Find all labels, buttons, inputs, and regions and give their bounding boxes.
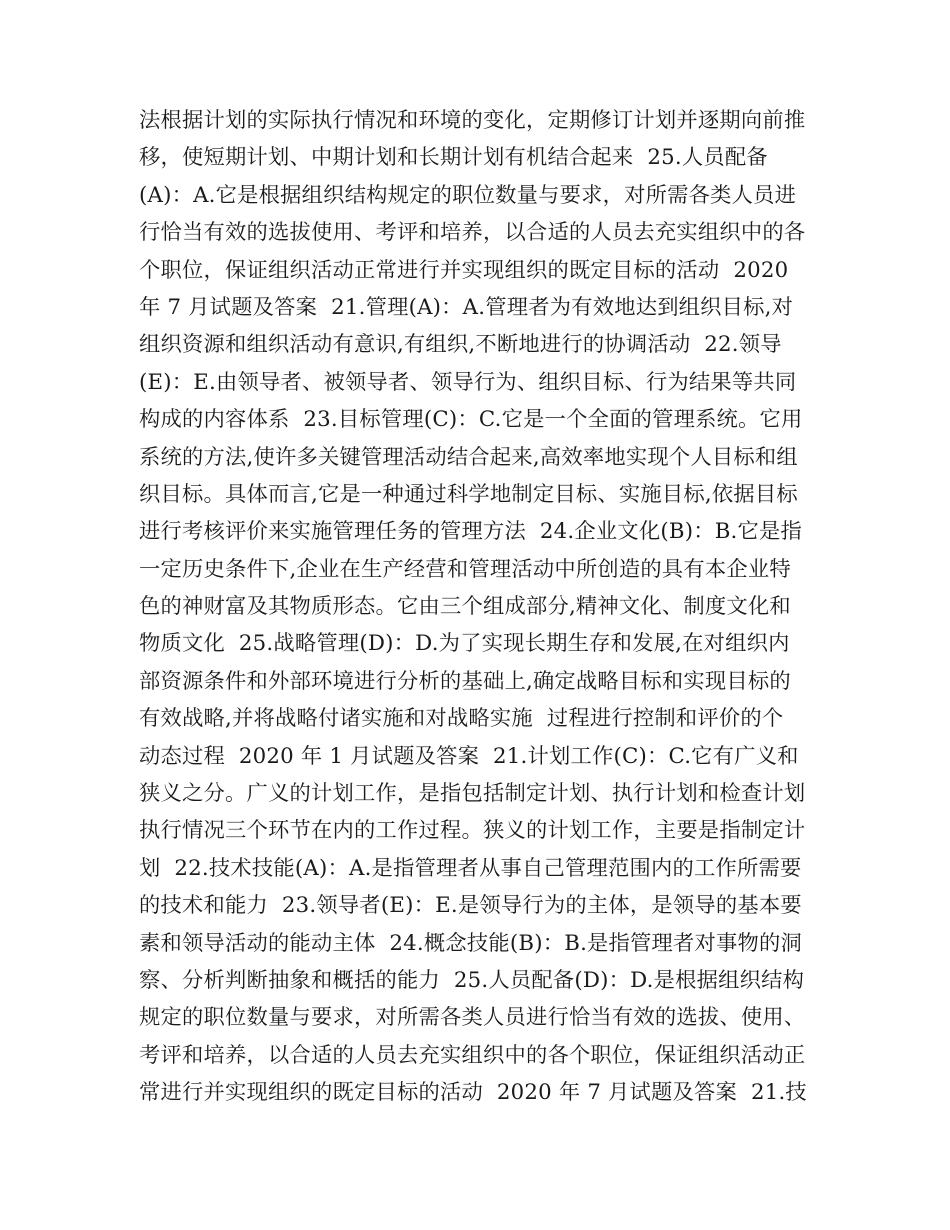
text-line: (E)：E.由领导者、被领导者、领导行为、组织目标、行为结果等共同 xyxy=(139,369,797,395)
text-line: 规定的职位数量与要求，对所需各类人员进行恰当有效的选拔、使用、 xyxy=(139,1005,806,1031)
text-line: 动态过程 2020 年 1 月试题及答案 21.计划工作(C)：C.它有广义和 xyxy=(139,743,799,769)
text-line: 年 7 月试题及答案 21.管理(A)：A.管理者为有效地达到组织目标,对 xyxy=(139,294,794,320)
text-line: 系统的方法,使许多关键管理活动结合起来,高效率地实现个人目标和组 xyxy=(139,444,798,470)
text-line: 的技术和能力 23.领导者(E)：E.是领导行为的主体，是领导的基本要 xyxy=(139,893,802,919)
text-line: 物质文化 25.战略管理(D)：D.为了实现长期生存和发展,在对组织内 xyxy=(139,631,790,657)
text-line: 部资源条件和外部环境进行分析的基础上,确定战略目标和实现目标的 xyxy=(139,668,791,694)
text-line: 察、分析判断抽象和概括的能力 25.人员配备(D)：D.是根据组织结构 xyxy=(139,967,805,993)
text-line: 构成的内容体系 23.目标管理(C)：C.它是一个全面的管理系统。它用 xyxy=(139,407,803,433)
text-line: 有效战略,并将战略付诸实施和对战略实施 过程进行控制和评价的个 xyxy=(139,706,784,732)
text-line: 考评和培养，以合适的人员去充实组织中的各个职位，保证组织活动正 xyxy=(139,1042,806,1068)
text-line: 组织资源和组织活动有意识,有组织,不断地进行的协调活动 22.领导 xyxy=(139,332,782,358)
text-line: 移，使短期计划、中期计划和长期计划有机结合起来 25.人员配备 xyxy=(139,145,768,171)
text-line: 常进行并实现组织的既定目标的活动 2020 年 7 月试题及答案 21.技 xyxy=(139,1080,807,1106)
text-line: 行恰当有效的选拔使用、考评和培养，以合适的人员去充实组织中的各 xyxy=(139,220,806,246)
text-line: 色的神财富及其物质形态。它由三个组成部分,精神文化、制度文化和 xyxy=(139,594,791,620)
text-line: 狭义之分。广义的计划工作，是指包括制定计划、执行计划和检查计划 xyxy=(139,781,806,807)
text-line: 织目标。具体而言,它是一种通过科学地制定目标、实施目标,依据目标 xyxy=(139,481,798,507)
document-body xyxy=(139,102,829,1112)
text-line: 一定历史条件下,企业在生产经营和管理活动中所创造的具有本企业特 xyxy=(139,556,791,582)
text-line: 划 22.技术技能(A)：A.是指管理者从事自己管理范围内的工作所需要 xyxy=(139,855,802,881)
text-line: 法根据计划的实际执行情况和环境的变化，定期修订计划并逐期向前推 xyxy=(139,108,806,133)
text-line: (A)：A.它是根据组织结构规定的职位数量与要求，对所需各类人员进 xyxy=(139,182,797,208)
text-line: 个职位，保证组织活动正常进行并实现组织的既定目标的活动 2020 xyxy=(139,257,789,283)
text-line: 执行情况三个环节在内的工作过程。狭义的计划工作，主要是指制定计 xyxy=(139,818,806,844)
text-line: 进行考核评价来实施管理任务的管理方法 24.企业文化(B)：B.它是指 xyxy=(139,519,803,545)
text-line: 素和领导活动的能动主体 24.概念技能(B)：B.是指管理者对事物的洞 xyxy=(139,930,803,956)
